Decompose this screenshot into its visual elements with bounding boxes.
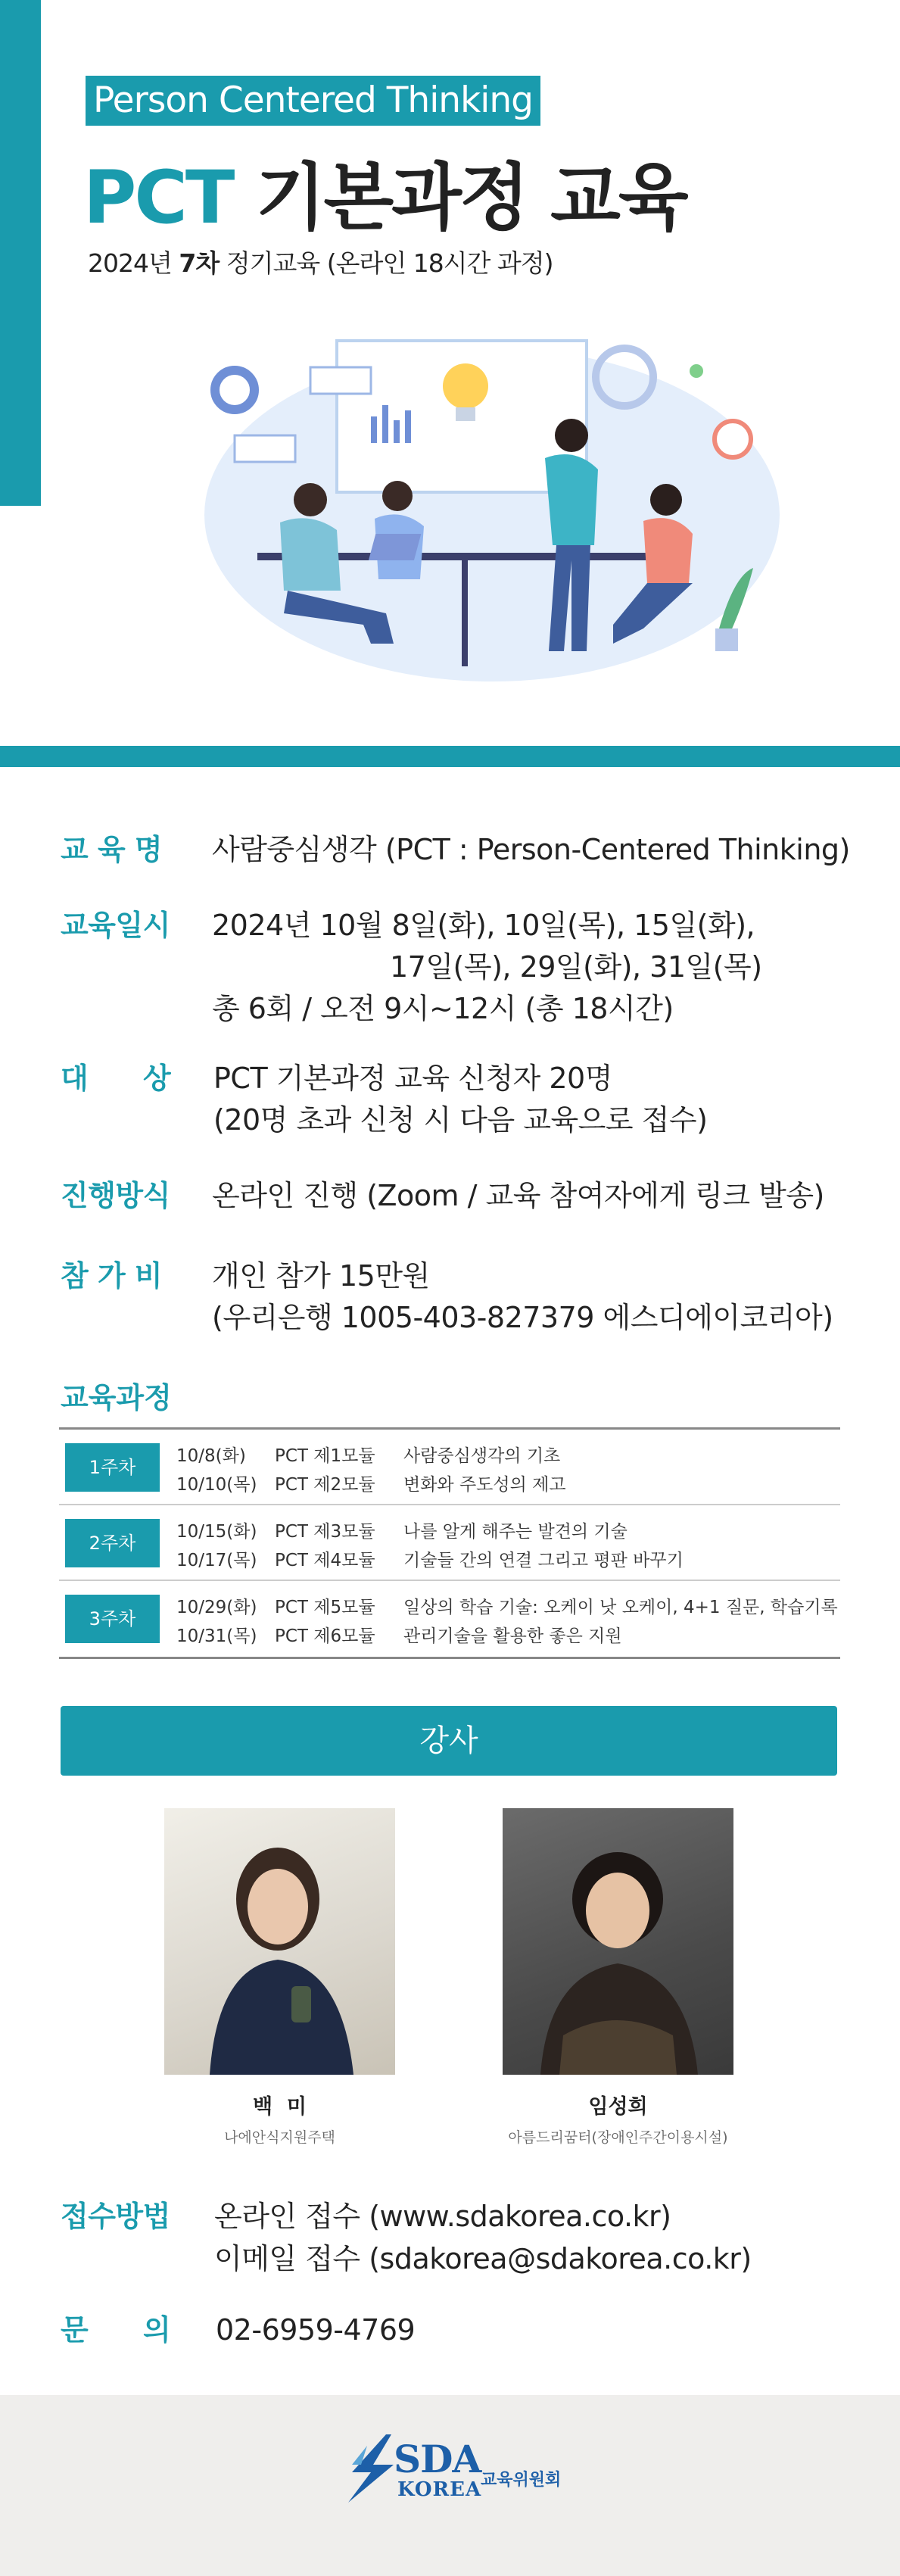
- course-name-label: 교 육 명: [61, 833, 163, 866]
- session-row: [176, 1593, 838, 1618]
- logo-committee-text: 교육위원회: [481, 2471, 562, 2490]
- instructor-name: 임성희: [588, 2095, 648, 2119]
- sda-korea-logo: [344, 2431, 564, 2514]
- session-topic: 변화와 주도성의 제고: [403, 1475, 566, 1495]
- week-row: [59, 1581, 840, 1657]
- fee-line-2: (우리은행 1005-403-827379 에스디에이코리아): [212, 1301, 833, 1334]
- method-label: 진행방식: [61, 1179, 170, 1212]
- logo-korea-text: KOREA: [397, 2478, 482, 2501]
- session-row: [176, 1442, 560, 1467]
- session-module: PCT 제4모듈: [275, 1551, 375, 1570]
- session-date: 10/15(화): [176, 1522, 257, 1542]
- schedule-line-1: 2024년 10월 8일(화), 10일(목), 15일(화),: [212, 909, 755, 942]
- section-divider: [0, 746, 900, 767]
- session-date: 10/17(목): [176, 1551, 257, 1570]
- session-topic: 기술들 간의 연결 그리고 평판 바꾸기: [403, 1551, 684, 1570]
- target-line-1: PCT 기본과정 교육 신청자 20명: [213, 1062, 612, 1095]
- session-topic: 사람중심생각의 기초: [403, 1446, 561, 1466]
- course-name-value: 사람중심생각 (PCT : Person-Centered Thinking): [212, 833, 850, 866]
- session-date: 10/29(화): [176, 1598, 257, 1617]
- inquiry-phone[interactable]: 02-6959-4769: [216, 2313, 416, 2347]
- instructor-org: 나에안식지원주택: [224, 2129, 335, 2146]
- logo-mark-icon: [344, 2431, 397, 2506]
- schedule-line-3: 총 6회 / 오전 9시~12시 (총 18시간): [212, 992, 674, 1025]
- header-accent-bar: [0, 0, 41, 506]
- title-rest: 기본과정 교육: [232, 155, 687, 240]
- method-value: 온라인 진행 (Zoom / 교육 참여자에게 링크 발송): [212, 1179, 824, 1212]
- inquiry-label: 문 의: [61, 2313, 171, 2347]
- schedule-line-2: 17일(목), 29일(화), 31일(목): [390, 950, 762, 984]
- session-row: [176, 1546, 684, 1571]
- session-topic: 나를 알게 해주는 발견의 기술: [403, 1522, 628, 1542]
- session-topic: 관리기술을 활용한 좋은 지원: [403, 1626, 622, 1646]
- page-title: [83, 140, 687, 244]
- curriculum-table: [59, 1427, 840, 1659]
- session-module: PCT 제2모듈: [275, 1475, 375, 1495]
- session-module: PCT 제3모듈: [275, 1522, 375, 1542]
- instructor-name: 백 미: [253, 2095, 307, 2119]
- header-tag: Person Centered Thinking: [86, 76, 540, 126]
- session-module: PCT 제1모듈: [275, 1446, 375, 1466]
- session-module: PCT 제6모듈: [275, 1626, 375, 1646]
- fee-label: 참 가 비: [61, 1259, 163, 1293]
- schedule-label: 교육일시: [61, 909, 170, 942]
- apply-label: 접수방법: [61, 2200, 170, 2233]
- subtitle-bold: 7차: [179, 248, 220, 278]
- session-date: 10/8(화): [176, 1446, 246, 1466]
- session-date: 10/10(목): [176, 1475, 257, 1495]
- session-date: 10/31(목): [176, 1626, 257, 1646]
- week-row: [59, 1505, 840, 1581]
- apply-email[interactable]: 이메일 접수 (sdakorea@sdakorea.co.kr): [214, 2242, 752, 2275]
- week-badge: 3주차: [65, 1595, 160, 1643]
- session-row: [176, 1470, 566, 1495]
- session-topic: 일상의 학습 기술: 오케이 낫 오케이, 4+1 질문, 학습기록: [403, 1598, 838, 1617]
- title-accent: PCT: [83, 155, 233, 240]
- apply-online[interactable]: 온라인 접수 (www.sdakorea.co.kr): [214, 2200, 671, 2233]
- week-badge: 2주차: [65, 1519, 160, 1567]
- subtitle-post: 정기교육 (온라인 18시간 과정): [219, 248, 553, 278]
- session-row: [176, 1622, 622, 1647]
- target-label: 대 상: [61, 1062, 171, 1095]
- curriculum-title: 교육과정: [61, 1381, 172, 1414]
- instructor-photo: [164, 1808, 395, 2075]
- instructor-heading: 강사: [61, 1706, 837, 1776]
- session-module: PCT 제5모듈: [275, 1598, 375, 1617]
- instructor-org: 아름드리꿈터(장애인주간이용시설): [508, 2129, 728, 2146]
- fee-line-1: 개인 참가 15만원: [212, 1259, 430, 1293]
- instructor-photo: [503, 1808, 733, 2075]
- week-badge: 1주차: [65, 1443, 160, 1492]
- session-row: [176, 1517, 628, 1542]
- page-subtitle: [88, 244, 553, 279]
- week-row: [59, 1430, 840, 1505]
- hero-illustration: [189, 326, 780, 689]
- logo-sda-text: SDA: [394, 2437, 481, 2481]
- target-line-2: (20명 초과 신청 시 다음 교육으로 접수): [213, 1103, 708, 1137]
- subtitle-pre: 2024년: [88, 248, 179, 278]
